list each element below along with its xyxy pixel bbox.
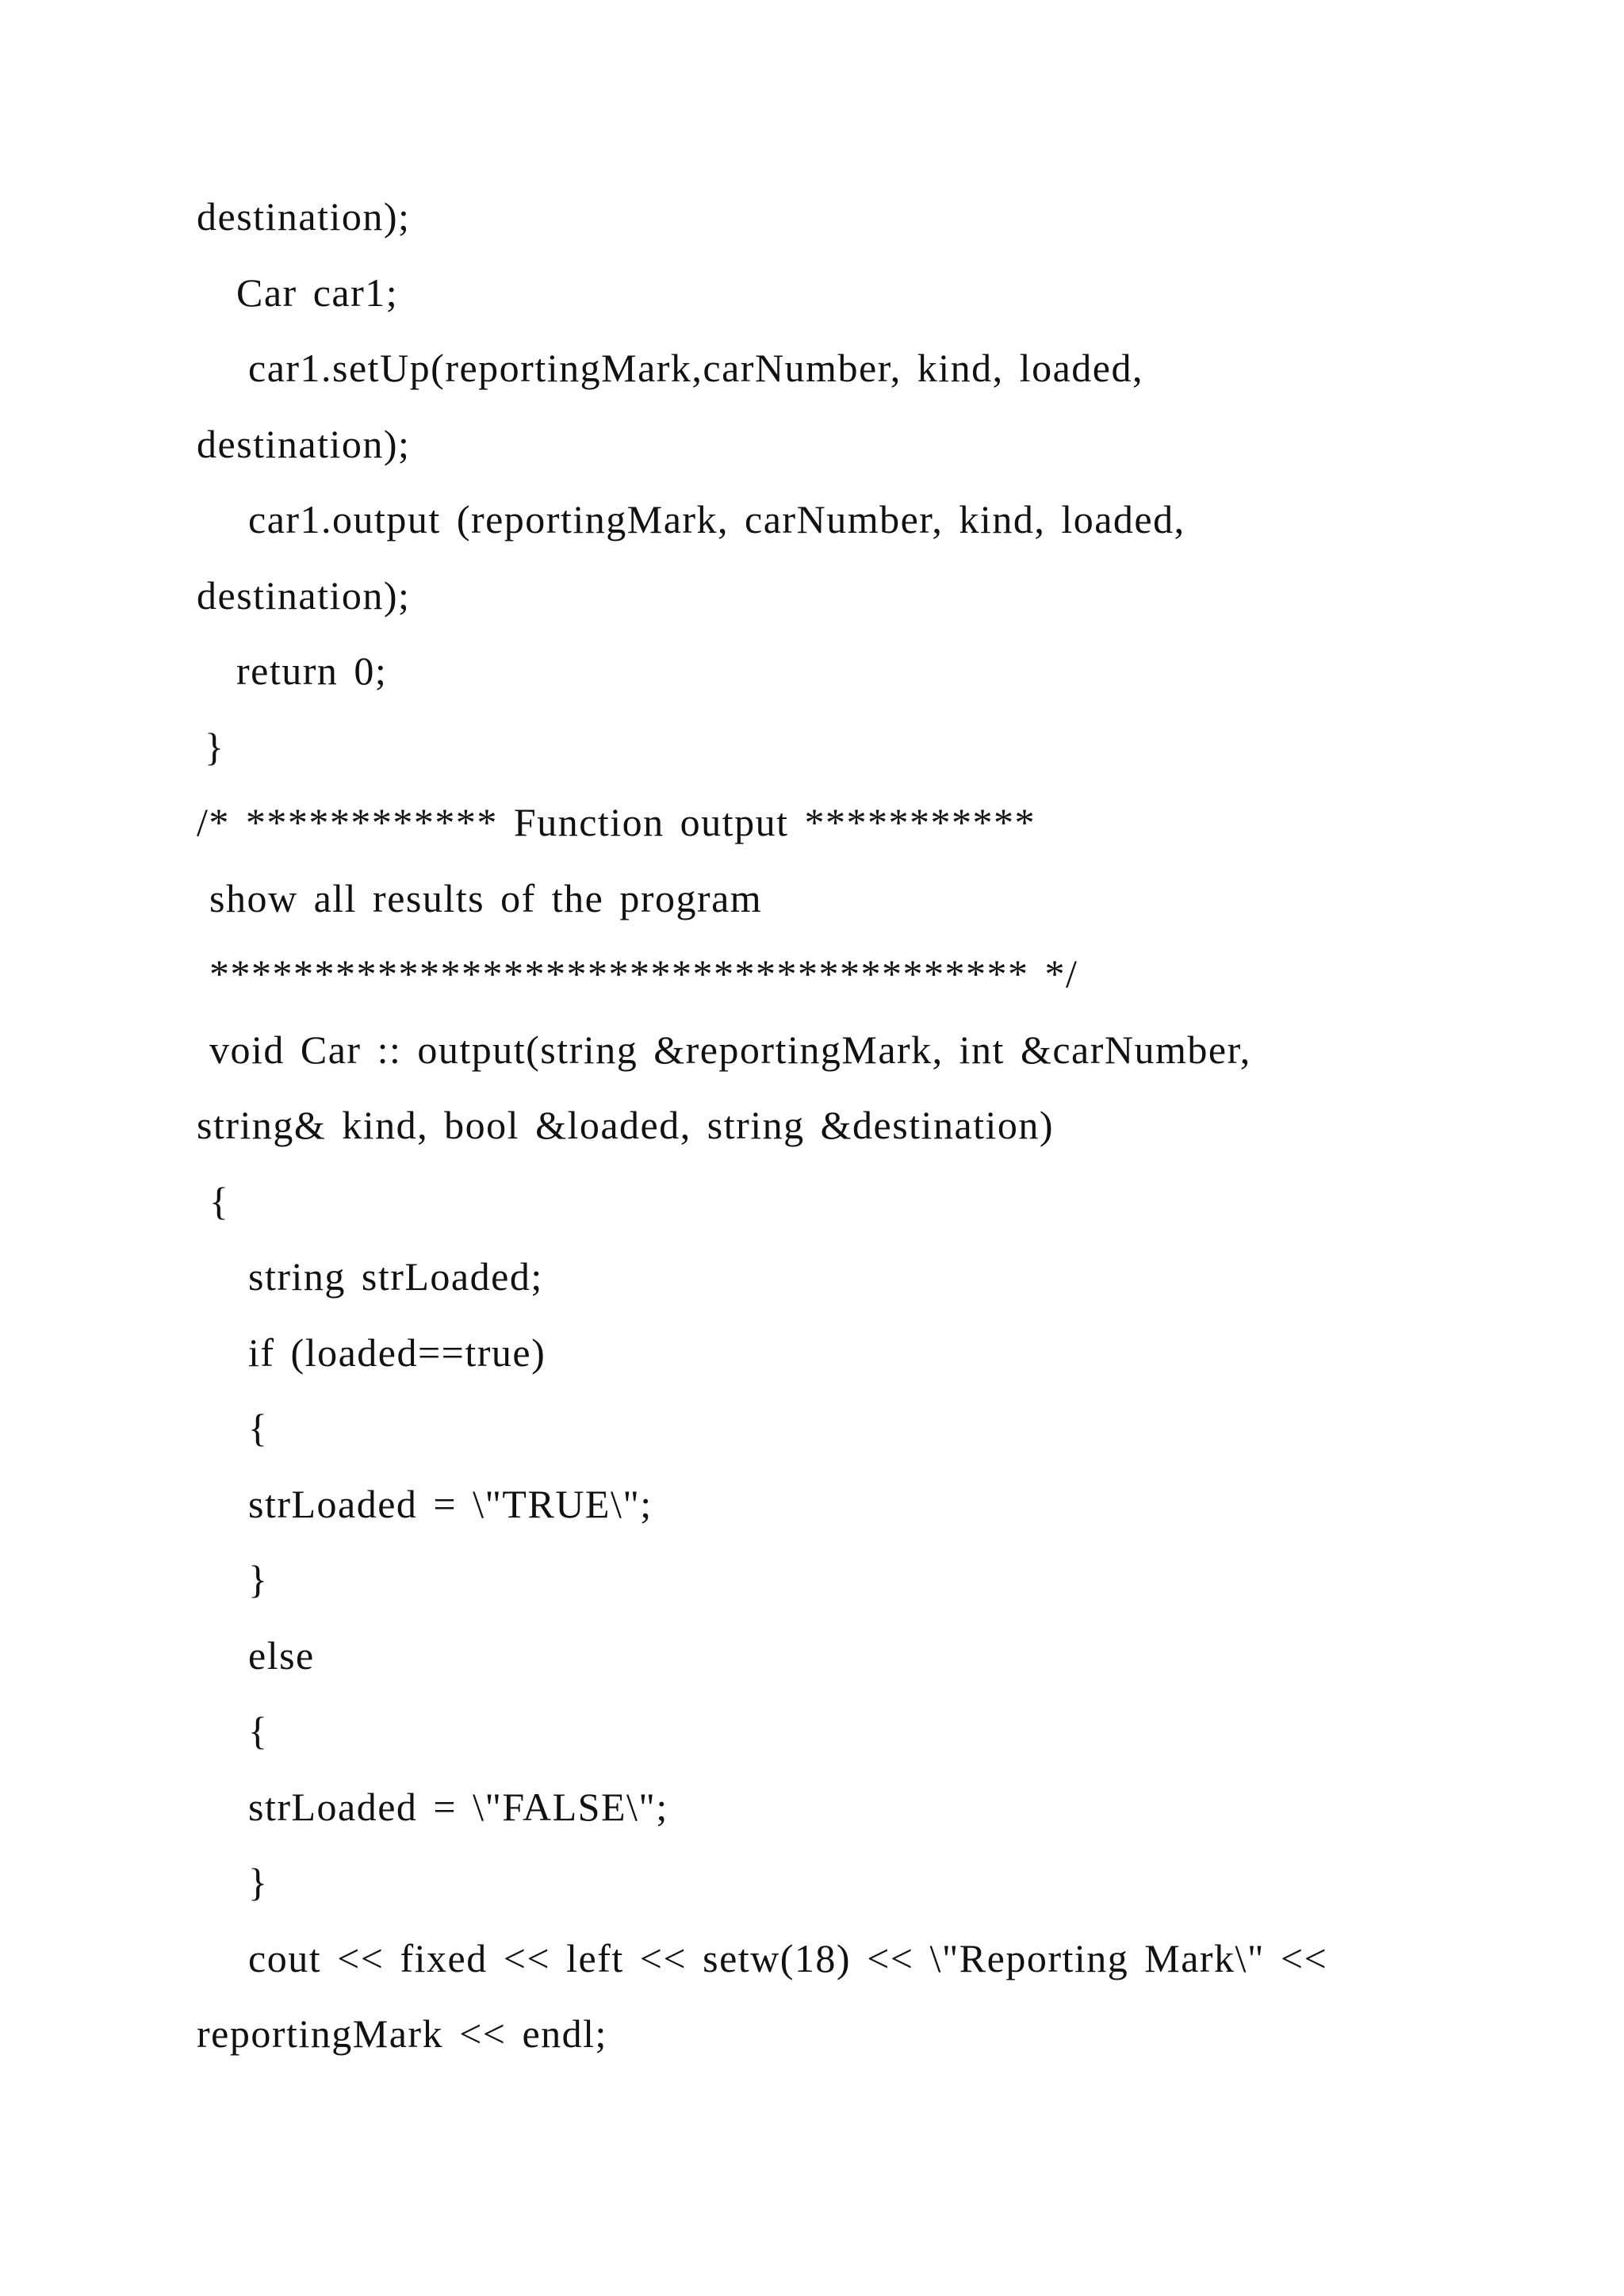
code-line: strLoaded = \"TRUE\"; <box>248 1481 653 1526</box>
code-listing <box>197 179 1545 2072</box>
code-line: { <box>248 1709 269 1753</box>
code-line: strLoaded = \"FALSE\"; <box>248 1784 668 1829</box>
code-line: else <box>248 1632 315 1678</box>
code-line: void Car :: output(string &reportingMark, int &carNumber, <box>209 1027 1251 1072</box>
code-line: destination); <box>197 194 411 239</box>
code-line: /* ************ Function output *********** <box>197 800 1036 844</box>
code-line: } <box>205 724 225 769</box>
code-line: } <box>248 1557 269 1601</box>
code-line: string& kind, bool &loaded, string &destination) <box>197 1103 1055 1147</box>
code-line: cout << fixed << left << setw(18) << \"Reporting Mark\" << <box>248 1935 1328 1980</box>
code-line: *************************************** */ <box>209 951 1078 996</box>
code-line: { <box>248 1406 269 1450</box>
code-line: } <box>248 1860 269 1904</box>
code-line: { <box>209 1178 230 1223</box>
code-line: car1.setUp(reportingMark,carNumber, kind, loaded, <box>248 346 1143 390</box>
code-line: car1.output (reportingMark, carNumber, kind, loaded, <box>248 497 1185 541</box>
code-line: reportingMark << endl; <box>197 2011 607 2056</box>
code-line: return 0; <box>236 649 388 693</box>
code-line: destination); <box>197 421 411 466</box>
code-line: string strLoaded; <box>248 1254 543 1299</box>
code-line: destination); <box>197 572 411 618</box>
code-line: Car car1; <box>236 270 399 315</box>
code-line: if (loaded==true) <box>248 1330 546 1375</box>
code-line: show all results of the program <box>209 875 763 920</box>
